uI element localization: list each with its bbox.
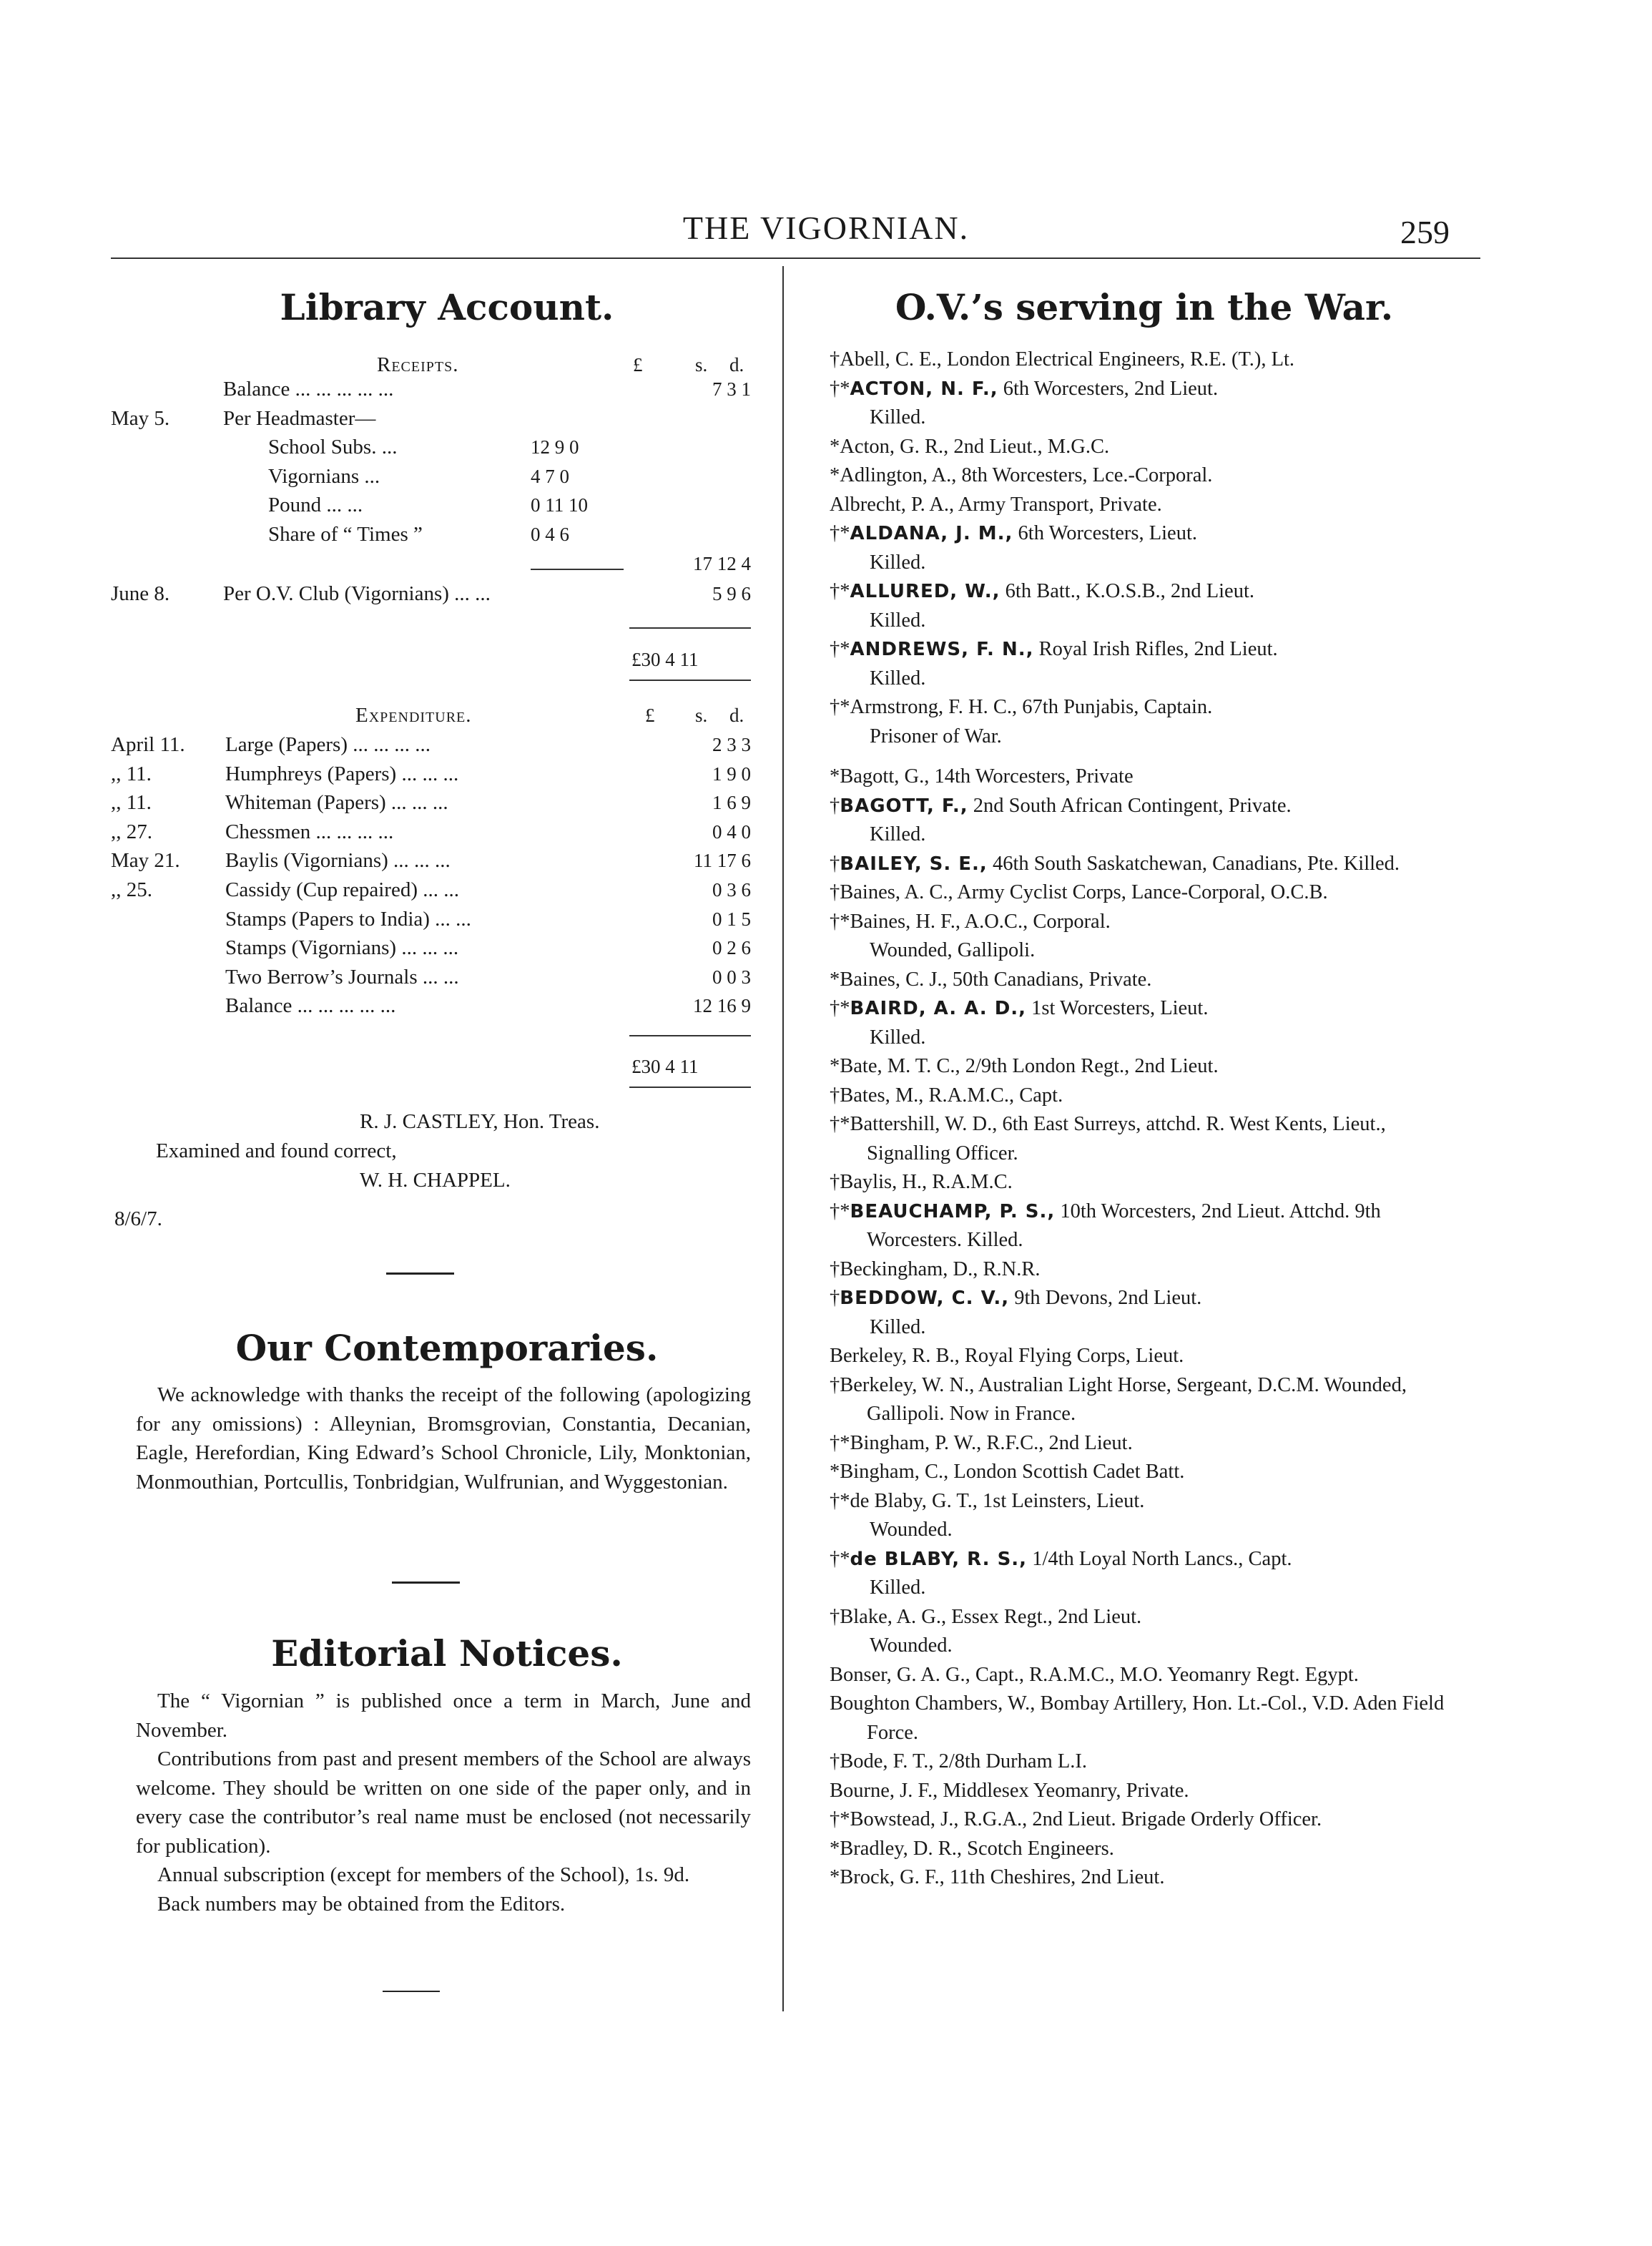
ov-name: Adlington, A., — [840, 464, 957, 486]
expenditure-item: Chessmen ... ... ... ... — [225, 820, 394, 843]
expenditure-amount: 1 9 0 — [712, 762, 751, 785]
ov-entry-line — [830, 1284, 1466, 1313]
ov-name: de Blaby, G. T., — [850, 1489, 978, 1512]
header-rule — [111, 258, 1480, 259]
ov-status: Killed. — [870, 1576, 926, 1599]
ov-prefix: †* — [830, 1489, 850, 1512]
ov-details: 6th Worcesters, 2nd Lieut. — [998, 377, 1219, 400]
ov-entry-line — [830, 491, 1466, 520]
ov-entry-line — [830, 966, 1466, 995]
running-title: THE VIGORNIAN. — [682, 210, 970, 246]
expenditure-amount: 0 0 3 — [712, 966, 751, 988]
column-divider — [782, 266, 784, 2011]
expenditure-item: Stamps (Papers to India) ... ... — [225, 907, 471, 931]
ov-entry-line — [830, 1690, 1466, 1747]
expenditure-item: Two Berrow’s Journals ... ... — [225, 965, 459, 989]
ov-entry — [830, 1661, 1466, 1690]
ov-entry — [830, 1255, 1466, 1285]
ov-entry — [830, 433, 1466, 462]
ov-prefix: † — [830, 348, 840, 371]
ov-prefix: †* — [830, 1200, 850, 1222]
ov-details: 67th Punjabis, Captain. — [1017, 696, 1213, 718]
ov-entry-line — [830, 1487, 1466, 1516]
expenditure-date: ,, 11. — [111, 762, 152, 785]
expenditure-pounds-label: £ — [645, 705, 655, 726]
expenditure-amount: 0 3 6 — [712, 879, 751, 901]
ov-entry — [830, 345, 1466, 375]
ov-details: 46th South Saskatchewan, Canadians, Pte. Killed. — [987, 852, 1400, 875]
ov-entry-line — [830, 345, 1466, 375]
ov-prefix: † — [830, 794, 840, 817]
ov-entry-line — [830, 1342, 1466, 1371]
ov-details: 6th East Surreys, attchd. R. West Kents, Lieut., Signalling Officer. — [867, 1113, 1386, 1164]
ov-name: Baines, A. C., — [840, 881, 953, 903]
ov-name: ALLURED, W., — [850, 581, 1000, 602]
subtotal-rule — [531, 569, 624, 570]
ov-name: Boughton Chambers, W., — [830, 1692, 1036, 1715]
ov-status: Killed. — [870, 1026, 926, 1049]
ov-name: ALDANA, J. M., — [850, 523, 1013, 544]
ov-status: Prisoner of War. — [870, 725, 1002, 747]
ov-name: Berkeley, R. B., — [830, 1345, 960, 1367]
expenditure-pence-label: d. — [729, 705, 744, 726]
ov-details: 6th Batt., K.O.S.B., 2nd Lieut. — [1000, 580, 1255, 602]
receipt-date: June 8. — [111, 582, 170, 606]
ov-details: Capt., R.A.M.C., M.O. Yeomanry Regt. Egypt. — [970, 1663, 1359, 1686]
ov-name: Bonser, G. A. G., — [830, 1663, 970, 1686]
ov-entry-line — [830, 1805, 1466, 1835]
ov-details: Middlesex Yeomanry, Private. — [938, 1779, 1189, 1802]
receipt-item: Share of “ Times ” — [268, 523, 423, 546]
receipt-amount: 17 12 4 — [693, 552, 751, 574]
ov-prefix: * — [830, 1866, 840, 1888]
ov-entry — [830, 966, 1466, 995]
end-divider — [383, 1991, 440, 1992]
ov-prefix: †* — [830, 997, 850, 1019]
ov-prefix: † — [830, 1084, 840, 1107]
ov-prefix: * — [830, 435, 840, 458]
expenditure-amount: 0 1 5 — [712, 908, 751, 930]
receipts-heading: Receipts. — [377, 353, 459, 376]
ov-entry — [830, 1863, 1466, 1893]
ov-entry — [830, 1690, 1466, 1747]
expenditure-item: Whiteman (Papers) ... ... ... — [225, 791, 448, 815]
ov-entry-line — [830, 1835, 1466, 1864]
ov-name: BAIRD, A. A. D., — [850, 998, 1027, 1019]
ov-name: Bingham, P. W., — [850, 1431, 982, 1454]
ov-name: Bates, M., — [840, 1084, 924, 1107]
ov-prefix: †* — [830, 1113, 850, 1135]
receipt-amount: 7 3 1 — [712, 378, 751, 400]
ov-details: Essex Regt., 2nd Lieut. — [946, 1605, 1142, 1628]
ov-name: Acton, G. R., — [840, 435, 949, 458]
ov-entry-line — [830, 1458, 1466, 1487]
ov-entry — [830, 1747, 1466, 1777]
ov-entry-line — [830, 792, 1466, 821]
editorial-paragraph: Back numbers may be obtained from the Editors. — [157, 1892, 566, 1916]
ov-details: Royal Flying Corps, Lieut. — [959, 1345, 1184, 1367]
ov-entry — [830, 1545, 1466, 1603]
ov-details: R.F.C., 2nd Lieut. — [981, 1431, 1133, 1454]
ov-name: ACTON, N. F., — [850, 378, 998, 400]
expenditure-amount: 11 17 6 — [694, 850, 751, 872]
receipt-item: School Subs. ... — [268, 436, 398, 459]
ov-details: 1st Worcesters, Lieut. — [1026, 997, 1209, 1019]
ov-details: Australian Light Horse, Sergeant, D.C.M. Wounded, Gallipoli. Now in France. — [867, 1373, 1407, 1425]
ov-entry-line — [830, 1545, 1466, 1574]
ov-entry-line — [830, 1168, 1466, 1197]
receipt-item: Vigornians ... — [268, 464, 380, 488]
ov-status: Killed. — [870, 823, 926, 845]
ov-entry — [830, 762, 1466, 792]
ov-details: A.O.C., Corporal. — [960, 910, 1111, 933]
receipt-subamount: 0 11 10 — [531, 494, 588, 516]
expenditure-date: ,, 11. — [111, 791, 152, 815]
contemporaries-heading: Our Contemporaries. — [235, 1327, 659, 1369]
ov-name: Baylis, H., — [840, 1171, 928, 1193]
ov-status: Killed. — [870, 609, 926, 632]
ov-name: Battershill, W. D., — [850, 1113, 998, 1135]
ov-entry — [830, 1110, 1466, 1168]
expenditure-shillings-label: s. — [695, 705, 708, 726]
ov-details: Scotch Engineers. — [961, 1837, 1114, 1860]
ov-prefix: †* — [830, 910, 850, 933]
receipt-amount: 5 9 6 — [712, 583, 751, 605]
ov-entry-line — [830, 850, 1466, 879]
ov-prefix: * — [830, 765, 840, 788]
ov-entry-line — [830, 1197, 1466, 1255]
ov-prefix: †* — [830, 522, 850, 544]
expenditure-total: £30 4 11 — [631, 1056, 699, 1077]
examined-note: Examined and found correct, — [156, 1139, 397, 1162]
expenditure-total-underline — [629, 1087, 751, 1088]
receipt-subamount: 12 9 0 — [531, 436, 579, 458]
section-divider — [392, 1581, 460, 1584]
ov-details: 11th Cheshires, 2nd Lieut. — [944, 1866, 1165, 1888]
ov-details: 1st Leinsters, Lieut. — [977, 1489, 1145, 1512]
ov-entry — [830, 1082, 1466, 1111]
ov-entry — [830, 1777, 1466, 1806]
ov-details: 14th Worcesters, Private — [929, 765, 1134, 788]
ov-prefix: * — [830, 1461, 840, 1483]
receipt-subamount: 0 4 6 — [531, 524, 569, 545]
ov-entry-line — [830, 1747, 1466, 1777]
ov-prefix: †* — [830, 1547, 850, 1570]
ov-prefix: †* — [830, 1808, 850, 1830]
expenditure-date: April 11. — [111, 733, 185, 756]
ov-entry-line — [830, 635, 1466, 665]
ov-entry — [830, 1342, 1466, 1371]
expenditure-amount: 12 16 9 — [693, 995, 751, 1017]
ov-prefix: †* — [830, 580, 850, 602]
ov-details: London Scottish Cadet Batt. — [948, 1461, 1185, 1483]
ov-details: R.A.M.C. — [927, 1171, 1013, 1193]
ov-name: BEDDOW, C. V., — [840, 1288, 1010, 1309]
ov-details: 9th Devons, 2nd Lieut. — [1009, 1287, 1202, 1309]
contemporaries-text: We acknowledge with thanks the receipt of the following (apologizing for any omissions) : Alleynian, Bromsgrovian, Constantia, Decanian, Eagle, Herefordian, King Edward’s School Chronicle, Lily, Monktonian, Monmouthian, Portcullis, Tonbridgian, Wulfrunian, and Wyggestonian. — [136, 1383, 751, 1494]
ov-prefix: † — [830, 852, 840, 875]
ov-entry-line — [830, 433, 1466, 462]
ov-name: Bowstead, J., — [850, 1808, 959, 1830]
ov-entry — [830, 375, 1466, 433]
page-number: 259 — [1400, 214, 1450, 250]
receipts-total: £30 4 11 — [631, 649, 699, 670]
editorial-text — [136, 1687, 751, 1918]
ov-entry — [830, 577, 1466, 635]
ov-entry — [830, 878, 1466, 908]
editorial-paragraph: Contributions from past and present members of the School are always welcome. They should be written on one side of the paper only, and in every case the contributor’s real name must be enclosed (not necessarily for publication). — [136, 1747, 751, 1858]
ov-entry — [830, 1052, 1466, 1082]
ov-details: R.N.R. — [978, 1257, 1041, 1280]
ov-prefix: †* — [830, 1431, 850, 1454]
ov-name: de BLABY, R. S., — [850, 1548, 1028, 1570]
ov-entry — [830, 1458, 1466, 1487]
ov-details: Royal Irish Rifles, 2nd Lieut. — [1033, 638, 1278, 660]
ov-name: ANDREWS, F. N., — [850, 639, 1034, 660]
ov-entry-line — [830, 994, 1466, 1024]
ov-name: Bate, M. T. C., — [840, 1055, 960, 1077]
ov-details: R.A.M.C., Capt. — [923, 1084, 1063, 1107]
ov-entry-line — [830, 1052, 1466, 1082]
ov-prefix: * — [830, 968, 840, 991]
ov-status: Killed. — [870, 406, 926, 428]
expenditure-item: Stamps (Vigornians) ... ... ... — [225, 936, 459, 960]
ov-name: Baines, C. J., — [840, 968, 948, 991]
ov-status: Wounded, Gallipoli. — [870, 939, 1036, 961]
ov-details: Army Transport, Private. — [954, 493, 1162, 516]
ov-entry — [830, 491, 1466, 520]
expenditure-total-rule — [629, 1035, 751, 1036]
ov-entry — [830, 461, 1466, 491]
receipt-item: Balance ... ... ... ... ... — [223, 378, 394, 401]
ov-entry-line — [830, 1255, 1466, 1285]
treasurer-signature: R. J. CASTLEY, Hon. Treas. — [360, 1110, 600, 1133]
ov-entry — [830, 1168, 1466, 1197]
auditor-signature: W. H. CHAPPEL. — [360, 1169, 511, 1192]
ov-entry — [830, 850, 1466, 879]
ov-status: Killed. — [870, 1315, 926, 1338]
ov-entry-line — [830, 693, 1466, 722]
ov-entry — [830, 1429, 1466, 1458]
ov-serving-heading: O.V.’s serving in the War. — [895, 286, 1394, 328]
section-divider — [386, 1272, 454, 1275]
ov-status: Killed. — [870, 551, 926, 574]
expenditure-item: Baylis (Vigornians) ... ... ... — [225, 849, 451, 873]
account-date: 8/6/7. — [114, 1207, 162, 1230]
expenditure-amount: 0 2 6 — [712, 937, 751, 959]
ov-entry — [830, 994, 1466, 1052]
ov-name: Blake, A. G., — [840, 1605, 947, 1628]
ov-name: BAGOTT, F., — [840, 795, 968, 817]
ov-name: Bingham, C., — [840, 1461, 949, 1483]
ov-entry-line — [830, 577, 1466, 607]
ov-name: Beckingham, D., — [840, 1257, 978, 1280]
ov-prefix: † — [830, 1750, 840, 1772]
ov-entry — [830, 693, 1466, 751]
ov-entry-line — [830, 1429, 1466, 1458]
expenditure-heading: Expenditure. — [355, 704, 472, 727]
ov-name: Bradley, D. R., — [840, 1837, 962, 1860]
ov-details: R.G.A., 2nd Lieut. Brigade Orderly Officer. — [958, 1808, 1322, 1830]
ov-entry-line — [830, 908, 1466, 937]
ov-entry-line — [830, 1110, 1466, 1168]
ov-details: Army Cyclist Corps, Lance-Corporal, O.C.B. — [953, 881, 1328, 903]
ov-entry — [830, 1835, 1466, 1864]
ov-prefix: †* — [830, 696, 850, 718]
ov-entry-line — [830, 1371, 1466, 1429]
ov-prefix: * — [830, 1837, 840, 1860]
receipts-total-rule — [629, 627, 751, 629]
ov-entry — [830, 1371, 1466, 1429]
ov-name: Berkeley, W. N., — [840, 1373, 975, 1396]
ov-entry-line — [830, 1082, 1466, 1111]
ov-details: 2/9th London Regt., 2nd Lieut. — [960, 1055, 1219, 1077]
ov-status: Killed. — [870, 667, 926, 690]
ov-entry-line — [830, 519, 1466, 549]
ov-details: 2/8th Durham L.I. — [933, 1750, 1088, 1772]
receipt-item: Pound ... ... — [268, 494, 363, 517]
receipt-subamount: 4 7 0 — [531, 465, 569, 487]
ov-name: Brock, G. F., — [840, 1866, 945, 1888]
library-account-heading: Library Account. — [280, 286, 614, 328]
ov-status: Wounded. — [870, 1519, 953, 1541]
expenditure-item: Humphreys (Papers) ... ... ... — [225, 762, 459, 785]
ov-entry-line — [830, 878, 1466, 908]
ov-details: 8th Worcesters, Lce.-Corporal. — [956, 464, 1213, 486]
ov-name: Abell, C. E., — [840, 348, 942, 371]
ov-details: London Electrical Engineers, R.E. (T.), Lt. — [941, 348, 1295, 371]
ov-prefix: † — [830, 881, 840, 903]
receipt-item: Per Headmaster— — [223, 406, 376, 430]
ov-name: Armstrong, F. H. C., — [850, 696, 1018, 718]
expenditure-date: May 21. — [111, 849, 180, 873]
ov-prefix: † — [830, 1605, 840, 1628]
ov-entry-line — [830, 461, 1466, 491]
currency-pounds-label: £ — [633, 354, 643, 376]
ov-details: 50th Canadians, Private. — [947, 968, 1152, 991]
ov-details: 6th Worcesters, Lieut. — [1013, 522, 1197, 544]
ov-entry — [830, 1603, 1466, 1661]
receipt-date: May 5. — [111, 406, 170, 430]
ov-prefix: †* — [830, 638, 850, 660]
ov-prefix: † — [830, 1171, 840, 1193]
ov-entry-line — [830, 1661, 1466, 1690]
ov-name: Bourne, J. F., — [830, 1779, 938, 1802]
ov-details: 1/4th Loyal North Lancs., Capt. — [1027, 1547, 1292, 1570]
ov-details: 2nd South African Contingent, Private. — [968, 794, 1292, 817]
currency-pence-label: d. — [729, 354, 744, 376]
ov-entry — [830, 1284, 1466, 1342]
ov-prefix: †* — [830, 377, 850, 400]
ov-entry-line — [830, 762, 1466, 792]
ov-prefix: * — [830, 464, 840, 486]
expenditure-item: Large (Papers) ... ... ... ... — [225, 733, 431, 756]
ov-serving-list — [830, 345, 1466, 1893]
ov-entry — [830, 792, 1466, 850]
editorial-paragraph: Annual subscription (except for members of the School), 1s. 9d. — [157, 1863, 690, 1886]
ov-entry-line — [830, 1777, 1466, 1806]
ov-status: Wounded. — [870, 1634, 953, 1657]
ov-name: Albrecht, P. A., — [830, 493, 955, 516]
ov-name: BAILEY, S. E., — [840, 853, 988, 875]
ov-details: 10th Worcesters, 2nd Lieut. Attchd. 9th Worcesters. Killed. — [867, 1200, 1381, 1251]
expenditure-amount: 2 3 3 — [712, 734, 751, 755]
ov-name: Baines, H. F., — [850, 910, 960, 933]
ov-entry-line — [830, 1863, 1466, 1893]
ov-entry — [830, 519, 1466, 577]
ov-name: BEAUCHAMP, P. S., — [850, 1200, 1056, 1222]
ov-entry — [830, 1805, 1466, 1835]
ov-entry — [830, 908, 1466, 966]
editorial-paragraph: The “ Vigornian ” is published once a term in March, June and November. — [136, 1690, 751, 1742]
expenditure-date: ,, 27. — [111, 820, 152, 843]
ov-entry — [830, 1487, 1466, 1545]
expenditure-date: ,, 25. — [111, 878, 152, 901]
receipt-item: Per O.V. Club (Vigornians) ... ... — [223, 582, 491, 606]
ov-prefix: * — [830, 1055, 840, 1077]
expenditure-item: Balance ... ... ... ... ... — [225, 994, 396, 1018]
ov-name: Bode, F. T., — [840, 1750, 934, 1772]
ov-entry — [830, 1197, 1466, 1255]
expenditure-amount: 0 4 0 — [712, 820, 751, 843]
ov-entry — [830, 635, 1466, 693]
ov-prefix: † — [830, 1373, 840, 1396]
receipts-total-underline — [629, 680, 751, 681]
expenditure-item: Cassidy (Cup repaired) ... ... — [225, 878, 459, 901]
expenditure-amount: 1 6 9 — [712, 792, 751, 814]
ov-details: Bombay Artillery, Hon. Lt.-Col., V.D. Aden Field Force. — [867, 1692, 1445, 1744]
currency-shillings-label: s. — [695, 354, 708, 376]
ov-entry-line — [830, 1603, 1466, 1632]
ov-entry-line — [830, 375, 1466, 404]
ov-name: Bagott, G., — [840, 765, 930, 788]
editorial-heading: Editorial Notices. — [271, 1632, 623, 1674]
ov-prefix: † — [830, 1287, 840, 1309]
ov-prefix: † — [830, 1257, 840, 1280]
ov-details: 2nd Lieut., M.G.C. — [948, 435, 1110, 458]
